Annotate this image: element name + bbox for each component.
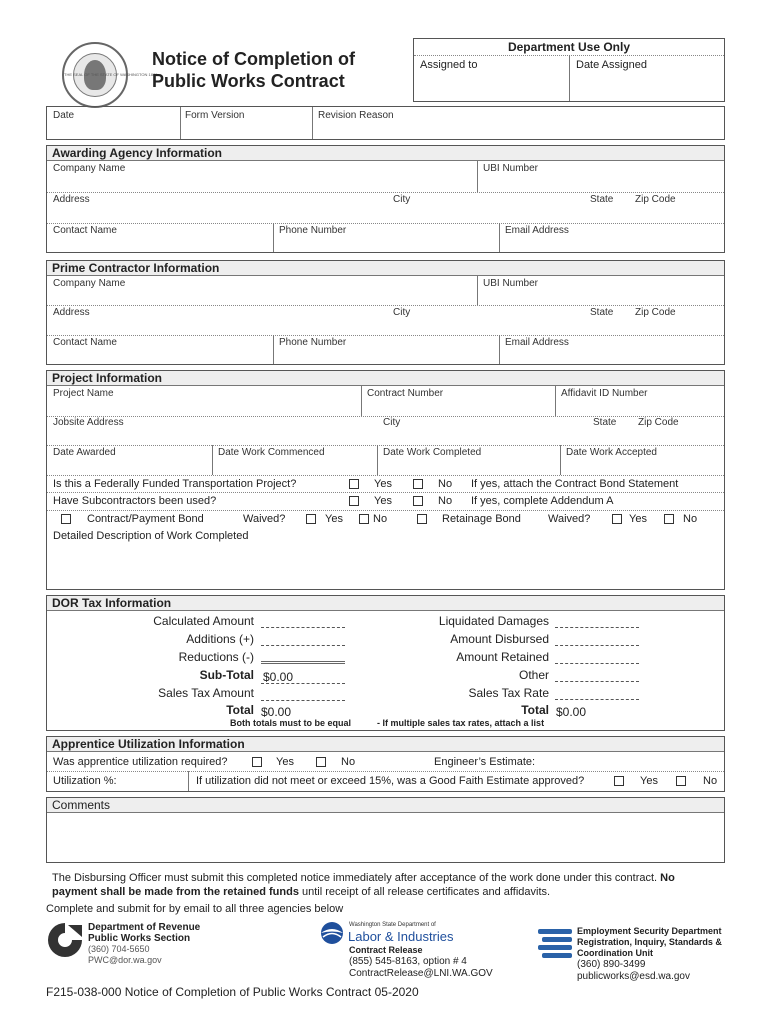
esd-line-1: Employment Security Department — [577, 926, 722, 936]
retainage-bond-checkbox[interactable] — [417, 514, 427, 524]
awarding-heading: Awarding Agency Information — [47, 146, 724, 161]
subtotal-label: Sub-Total — [199, 668, 254, 682]
page-title-line1: Notice of Completion of — [152, 49, 355, 69]
seal-text: THE SEAL OF THE STATE OF WASHINGTON 1889 — [64, 72, 158, 77]
retainage-no-checkbox[interactable] — [664, 514, 674, 524]
page-title-line2: Public Works Contract — [152, 71, 345, 91]
apprentice-required-question: Was apprentice utilization required? — [53, 756, 228, 768]
submit-instructions: Complete and submit for by email to all three agencies below — [46, 903, 344, 915]
additions-label: Additions (+) — [186, 632, 254, 646]
top-vdiv1 — [180, 107, 181, 139]
jobsite-address-field[interactable]: Jobsite Address — [53, 417, 124, 428]
pj-vdiv2 — [555, 386, 556, 416]
project-heading: Project Information — [47, 371, 724, 386]
federal-no-label: No — [438, 478, 453, 490]
awarding-zip[interactable]: Zip Code — [635, 194, 676, 205]
apprentice-section — [46, 736, 725, 792]
apprentice-heading: Apprentice Utilization Information — [47, 737, 724, 752]
dor-heading: DOR Tax Information — [47, 596, 724, 611]
awarding-ubi-number[interactable]: UBI Number — [483, 163, 539, 174]
date-field[interactable]: Date — [53, 110, 75, 121]
department-use-heading: Department Use Only — [507, 40, 631, 54]
lni-name: Labor & Industries — [348, 929, 454, 944]
apprentice-yes-label: Yes — [276, 756, 294, 768]
federal-no-checkbox[interactable] — [413, 479, 423, 489]
total-right-value: $0.00 — [556, 705, 587, 719]
prime-heading: Prime Contractor Information — [47, 261, 724, 276]
prime-state[interactable]: State — [590, 307, 614, 318]
liquidated-damages-input[interactable] — [555, 627, 639, 628]
lni-email[interactable]: ContractRelease@LNI.WA.GOV — [349, 968, 493, 979]
assigned-to-field[interactable]: Assigned to — [420, 59, 478, 71]
subtotal-value: $0.00 — [263, 670, 294, 684]
contract-bond-yes-checkbox[interactable] — [306, 514, 316, 524]
awarding-address[interactable]: Address — [53, 194, 90, 205]
apprentice-no-label: No — [341, 756, 356, 768]
subs-question: Have Subcontractors been used? — [53, 495, 217, 507]
retainage-yes-label: Yes — [629, 513, 647, 525]
date-assigned-field[interactable]: Date Assigned — [576, 59, 647, 71]
pr-vdiv-ubi — [477, 276, 478, 305]
sales-tax-rate-input[interactable] — [555, 699, 639, 700]
form-id: F215-038-000 Notice of Completion of Public Works Contract 05-2020 — [46, 985, 419, 999]
pj-vdiv3 — [212, 445, 213, 475]
form-version-field[interactable]: Form Version — [185, 110, 245, 121]
contract-bond-yes-label: Yes — [325, 513, 343, 525]
retainage-bond-label: Retainage Bond — [442, 513, 521, 525]
awarding-phone[interactable]: Phone Number — [279, 225, 347, 236]
amount-retained-input[interactable] — [555, 663, 639, 664]
prime-contractor-section — [46, 260, 725, 365]
total-right-label: Total — [521, 703, 549, 717]
other-input[interactable] — [555, 681, 639, 682]
jobsite-city-field[interactable]: City — [383, 417, 401, 428]
awarding-contact-name[interactable]: Contact Name — [53, 225, 117, 236]
description-label: Detailed Description of Work Completed — [53, 530, 249, 542]
sales-tax-amount-label: Sales Tax Amount — [158, 686, 254, 700]
jobsite-zip-field[interactable]: Zip Code — [638, 417, 679, 428]
jobsite-state-field[interactable]: State — [593, 417, 617, 428]
awarding-agency-section — [46, 145, 725, 253]
esd-email[interactable]: publicworks@esd.wa.gov — [577, 971, 690, 982]
pr-vdiv-email — [499, 335, 500, 364]
lni-logo-svg — [317, 921, 347, 945]
pj-vdiv4 — [377, 445, 378, 475]
pr-line1 — [47, 305, 724, 306]
date-completed-field[interactable]: Date Work Completed — [383, 447, 482, 458]
other-label: Other — [518, 668, 549, 682]
lni-small-text: Washington State Department of — [349, 922, 436, 928]
esd-line-2: Registration, Inquiry, Standards & — [577, 937, 722, 947]
dor-logo-icon — [46, 921, 84, 959]
amount-disbursed-input[interactable] — [555, 645, 639, 646]
sales-tax-amount-input[interactable] — [261, 700, 345, 701]
apprentice-no-checkbox[interactable] — [316, 757, 326, 767]
aw-line2 — [47, 223, 724, 224]
good-faith-question: If utilization did not meet or exceed 15%, was a Good Faith Estimate approved? — [196, 775, 585, 787]
awarding-company-name[interactable]: Company Name — [53, 163, 126, 174]
calculated-amount-label: Calculated Amount — [153, 614, 254, 628]
top-row — [46, 106, 725, 140]
pj-line5 — [47, 510, 724, 511]
amount-disbursed-label: Amount Disbursed — [450, 632, 549, 646]
description-textarea[interactable] — [48, 545, 723, 589]
dor-phone: (360) 704-5650 — [88, 944, 150, 954]
project-section — [46, 370, 725, 590]
contract-number-field[interactable]: Contract Number — [367, 388, 444, 399]
engineer-estimate-field[interactable]: Engineer’s Estimate: — [434, 756, 536, 768]
prime-zip[interactable]: Zip Code — [635, 307, 676, 318]
esd-line-3: Coordination Unit — [577, 948, 653, 958]
disbursing-notice — [52, 871, 722, 899]
dor-name-1: Department of Revenue — [88, 922, 201, 933]
good-faith-no-checkbox[interactable] — [676, 776, 686, 786]
notice-part1: The Disbursing Officer must submit this completed notice immediately after acceptance of the work done under this contract. — [52, 872, 658, 884]
pr-vdiv-phone — [273, 335, 274, 364]
comments-textarea[interactable] — [48, 815, 723, 861]
sales-tax-rate-label: Sales Tax Rate — [468, 686, 549, 700]
subs-yes-label: Yes — [374, 495, 392, 507]
ap-vdiv — [188, 771, 189, 791]
utilization-percent-field[interactable]: Utilization %: — [53, 775, 117, 787]
prime-ubi-number[interactable]: UBI Number — [483, 278, 539, 289]
aw-vdiv-ubi — [477, 161, 478, 192]
contract-bond-checkbox[interactable] — [61, 514, 71, 524]
note-totals-equal: Both totals must to be equal — [230, 718, 352, 728]
comments-heading: Comments — [47, 798, 724, 813]
top-vdiv2 — [312, 107, 313, 139]
esd-logo-icon — [536, 927, 574, 963]
prime-city[interactable]: City — [393, 307, 411, 318]
federal-question: Is this a Federally Funded Transportation Project? — [53, 478, 297, 490]
prime-company-name[interactable]: Company Name — [53, 278, 126, 289]
esd-logo-svg — [536, 927, 574, 963]
contract-bond-no-label: No — [373, 513, 388, 525]
pr-line2 — [47, 335, 724, 336]
aw-vdiv-phone — [273, 223, 274, 252]
state-seal — [62, 42, 158, 108]
lni-logo-icon — [317, 921, 347, 945]
good-faith-yes-label: Yes — [640, 775, 658, 787]
prime-email[interactable]: Email Address — [505, 337, 569, 348]
dor-email[interactable]: PWC@dor.wa.gov — [88, 955, 162, 965]
pj-vdiv1 — [361, 386, 362, 416]
contract-bond-label: Contract/Payment Bond — [87, 513, 204, 525]
amount-retained-label: Amount Retained — [456, 650, 549, 664]
aw-vdiv-email — [499, 223, 500, 252]
note-multiple-rates: - If multiple sales tax rates, attach a list — [377, 718, 545, 728]
dor-name-2: Public Works Section — [88, 933, 191, 944]
federal-note: If yes, attach the Contract Bond Statement — [471, 478, 679, 490]
affidavit-id-field[interactable]: Affidavit ID Number — [561, 388, 648, 399]
retainage-waived-label: Waived? — [548, 513, 591, 525]
prime-phone[interactable]: Phone Number — [279, 337, 347, 348]
notice-bold: No payment shall be made from the retained funds — [52, 872, 675, 898]
pj-line4 — [47, 492, 724, 493]
date-awarded-field[interactable]: Date Awarded — [53, 447, 116, 458]
retainage-no-label: No — [683, 513, 698, 525]
dept-vdivider — [569, 55, 570, 101]
revision-reason-field[interactable]: Revision Reason — [318, 110, 394, 121]
prime-contact-name[interactable]: Contact Name — [53, 337, 117, 348]
apprentice-yes-checkbox[interactable] — [252, 757, 262, 767]
date-accepted-field[interactable]: Date Work Accepted — [566, 447, 657, 458]
aw-line1 — [47, 192, 724, 193]
pj-line2 — [47, 445, 724, 446]
calculated-amount-input[interactable] — [261, 627, 345, 628]
subs-note: If yes, complete Addendum A — [471, 495, 614, 507]
federal-yes-checkbox[interactable] — [349, 479, 359, 489]
project-name-field[interactable]: Project Name — [53, 388, 114, 399]
comments-section — [46, 797, 725, 863]
subs-yes-checkbox[interactable] — [349, 496, 359, 506]
lni-phone: (855) 545-8163, option # 4 — [349, 956, 467, 967]
subtotal-line — [261, 683, 345, 684]
subs-no-label: No — [438, 495, 453, 507]
notice-part2: until receipt of all release certificates and affidavits. — [302, 886, 551, 898]
contract-bond-waived-label: Waived? — [243, 513, 286, 525]
dor-tax-section — [46, 595, 725, 731]
retainage-yes-checkbox[interactable] — [612, 514, 622, 524]
federal-yes-label: Yes — [374, 478, 392, 490]
reductions-label: Reductions (-) — [178, 650, 254, 664]
department-use-box — [413, 38, 725, 102]
subs-no-checkbox[interactable] — [413, 496, 423, 506]
pj-line3 — [47, 475, 724, 476]
total-left-value: $0.00 — [261, 705, 292, 719]
awarding-email[interactable]: Email Address — [505, 225, 569, 236]
awarding-state[interactable]: State — [590, 194, 614, 205]
dor-logo-svg — [46, 921, 84, 959]
pj-vdiv5 — [560, 445, 561, 475]
awarding-city[interactable]: City — [393, 194, 411, 205]
esd-phone: (360) 890-3499 — [577, 959, 646, 970]
ap-line1 — [47, 771, 724, 772]
total-left-label: Total — [226, 703, 254, 717]
good-faith-yes-checkbox[interactable] — [614, 776, 624, 786]
liquidated-damages-label: Liquidated Damages — [438, 614, 549, 628]
reductions-input[interactable] — [261, 661, 345, 664]
lni-unit: Contract Release — [349, 945, 423, 955]
additions-input[interactable] — [261, 645, 345, 646]
good-faith-no-label: No — [703, 775, 718, 787]
date-commenced-field[interactable]: Date Work Commenced — [218, 447, 325, 458]
contract-bond-no-checkbox[interactable] — [359, 514, 369, 524]
prime-address[interactable]: Address — [53, 307, 90, 318]
